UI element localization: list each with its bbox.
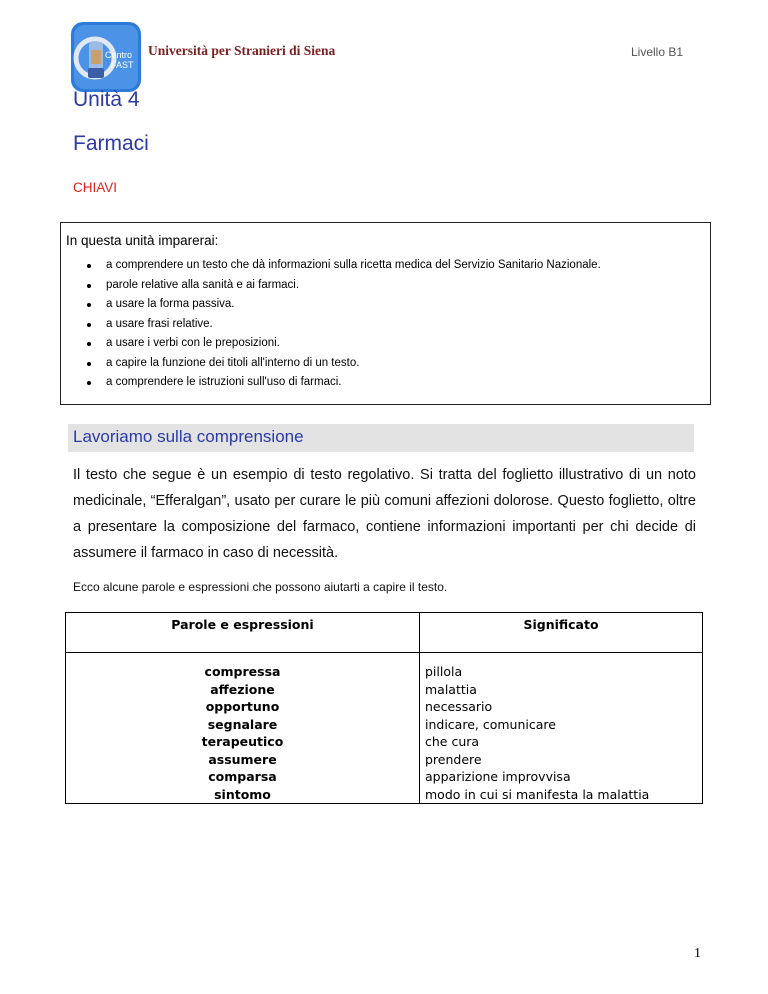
term-cell: terapeutico (201, 734, 284, 749)
table-header-row (66, 613, 703, 653)
list-item: parole relative alla sanità e ai farmaci. (61, 276, 601, 296)
university-name: Università per Stranieri di Siena (148, 43, 336, 58)
section-heading-bar (68, 424, 694, 452)
term-cell: sintomo (214, 786, 271, 802)
list-item: a usare la forma passiva. (61, 295, 601, 315)
level-label: Livello B1 (631, 45, 684, 59)
objectives-heading: In questa unità imparerai: (66, 233, 219, 248)
meaning-cell: modo in cui si manifesta la malattia (425, 786, 650, 802)
term-cell: affezione (210, 681, 275, 697)
intro-paragraph: Il testo che segue è un esempio di testo regolativo. Si tratta del foglietto illustrativo di un noto medicinale, “Efferalgan”, usato per curare le più comuni affezioni dolorose. Questo foglietto, oltre a presentare la composizione del farmaco, contiene informazioni importanti per chi decide di assumere il farmaco in caso di necessità. (73, 467, 696, 561)
list-item: a usare i verbi con le preposizioni. (61, 334, 601, 354)
meaning-cell: necessario (425, 699, 493, 714)
objectives-box (60, 222, 711, 405)
bullet-icon (87, 264, 91, 268)
bullet-icon (87, 323, 91, 327)
term-cell: compressa (204, 664, 281, 679)
meaning-cell: prendere (425, 751, 482, 767)
term-cell: comparsa (208, 769, 277, 784)
list-item: a usare frasi relative. (61, 315, 601, 335)
logo-text-line2: FAST (111, 60, 134, 70)
meaning-cell: apparizione improvvisa (425, 769, 571, 784)
table-body-row (66, 663, 703, 804)
bullet-icon (87, 303, 91, 307)
meanings-column (420, 663, 703, 804)
term-cell: opportuno (205, 699, 280, 714)
meaning-cell: indicare, comunicare (425, 716, 556, 732)
list-item: a comprendere le istruzioni sull'uso di farmaci. (61, 373, 601, 393)
term-cell: assumere (208, 751, 277, 767)
column-header-meanings: Significato (420, 613, 703, 653)
term-cell: segnalare (207, 716, 278, 732)
subject-title: Farmaci (73, 132, 149, 155)
vocabulary-table (65, 612, 703, 804)
page-number: 1 (694, 946, 701, 961)
meaning-cell: che cura (425, 734, 480, 749)
meaning-cell: pillola (425, 664, 463, 679)
terms-column (66, 663, 420, 804)
column-header-terms: Parole e espressioni (66, 613, 420, 653)
keys-label: CHIAVI (73, 180, 118, 195)
bullet-icon (87, 381, 91, 385)
bullet-icon (87, 362, 91, 366)
unit-title: Unità 4 (73, 88, 140, 111)
list-item: a capire la funzione dei titoli all'interno di un testo. (61, 354, 601, 374)
bullet-icon (87, 342, 91, 346)
centro-fast-logo (71, 20, 141, 94)
meaning-cell: malattia (425, 681, 477, 697)
table-hint: Ecco alcune parole e espressioni che possono aiutarti a capire il testo. (73, 580, 448, 594)
section-title: Lavoriamo sulla comprensione (73, 427, 304, 446)
logo-text-line1: Centro (105, 50, 133, 60)
bullet-icon (87, 284, 91, 288)
list-item: a comprendere un testo che dà informazioni sulla ricetta medica del Servizio Sanitario Nazionale. (61, 256, 601, 276)
objectives-list (61, 256, 601, 393)
